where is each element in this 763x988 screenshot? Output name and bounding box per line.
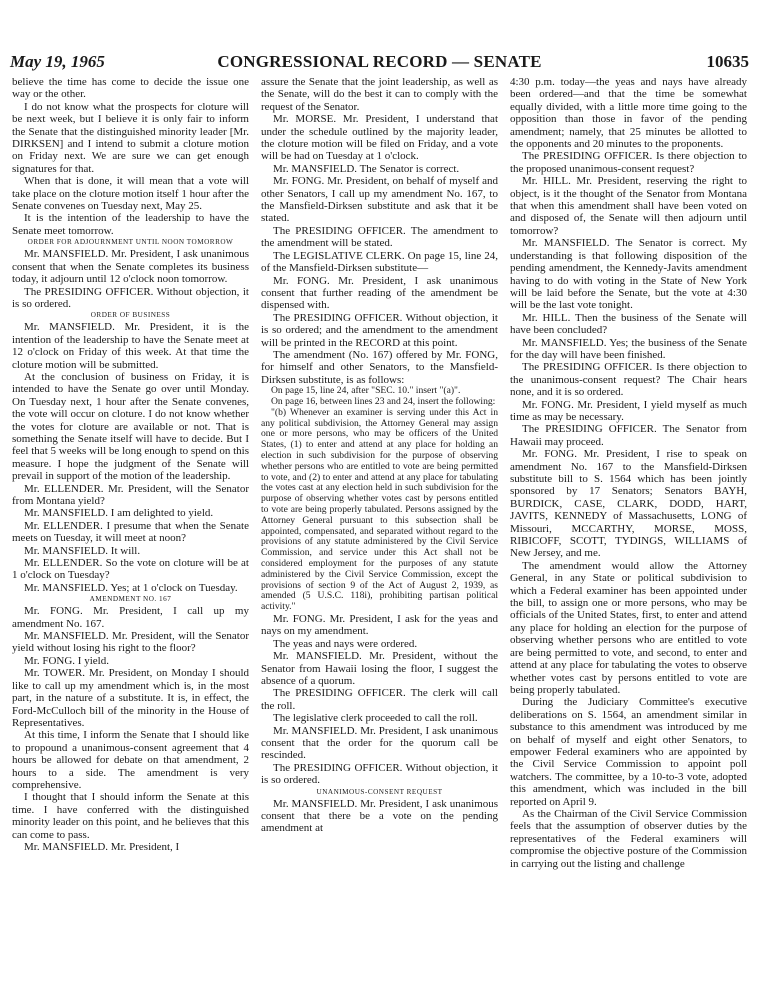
paragraph: Mr. MANSFIELD. Mr. President, I ask unanimous consent that when the Senate completes its business today, it adjourn until 12 o'clock noon tomorrow.: [12, 248, 249, 286]
paragraph: Mr. HILL. Then the business of the Senate will have been concluded?: [510, 311, 747, 337]
paragraph: Mr. MANSFIELD. Yes; at 1 o'clock on Tuesday.: [24, 581, 238, 594]
section-heading: AMENDMENT NO. 167: [89, 595, 172, 604]
paragraph: The amendment (No. 167) offered by Mr. FONG, for himself and other Senators, to the Mansfield-Dirksen substitute, is as follows:: [261, 348, 498, 386]
paragraph: Mr. MANSFIELD. The Senator is correct.: [273, 162, 460, 175]
text-columns: [12, 76, 747, 870]
header-page-number: 10635: [706, 52, 749, 71]
paragraph: Mr. MANSFIELD. I am delighted to yield.: [24, 507, 214, 520]
paragraph: Mr. FONG. Mr. President, I rise to speak on amendment No. 167 to the Mansfield-Dirksen substitute bill to S. 1564 which has been jointly sponsored by 17 Senators; Senators BAYH, BURDICK, CASE, CLARK, DODD, HART, JAVITS, KENNEDY of Massachusetts, LONG of Missouri, MCCARTHY, MORSE, MOSS, RIBICOFF, SCOTT, TYDINGS, WILLIAMS of New Jersey, and me.: [510, 448, 747, 560]
section-heading: ORDER FOR ADJOURNMENT UNTIL NOON TOMORROW: [27, 238, 234, 247]
paragraph: Mr. MANSFIELD. Mr. President, without the Senator from Hawaii losing the floor, I suggest the absence of a quorum.: [261, 650, 498, 687]
header-date: May 19, 1965: [10, 52, 105, 71]
paragraph: Mr. ELLENDER. Mr. President, will the Senator from Montana yield?: [12, 482, 249, 507]
paragraph: When that is done, it will mean that a vote will take place on the cloture motion itself 1 hour after the Senate convenes on Tuesday next, May 25.: [12, 175, 249, 213]
paragraph: Mr. MANSFIELD. Mr. President, I ask unanimous consent that there be a vote on the pending amendment at: [261, 797, 498, 835]
paragraph: The PRESIDING OFFICER. Without objection, it is so ordered.: [12, 285, 249, 310]
paragraph: Mr. MANSFIELD. Yes; the business of the Senate for the day will have been finished.: [510, 336, 747, 361]
paragraph: Mr. MANSFIELD. The Senator is correct. My understanding is that following disposition of the pending amendment, the Kennedy-Javits amendment having to do with voting in the State of New York will be laid before the Senate, but the vote at 4:30 will be the last vote tonight.: [510, 237, 747, 312]
paragraph: It is the intention of the leadership to have the Senate meet tomorrow.: [12, 212, 249, 237]
paragraph: Mr. ELLENDER. I presume that when the Senate meets on Tuesday, it will meet at noon?: [12, 519, 249, 545]
paragraph: The yeas and nays were ordered.: [273, 637, 418, 650]
section-heading: ORDER OF BUSINESS: [90, 311, 171, 320]
paragraph: Mr. MANSFIELD. Mr. President, it is the intention of the leadership to have the Senate meet at 12 o'clock on Friday of this week. At that time the cloture motion will be submitted.: [12, 321, 249, 371]
paragraph: Mr. FONG. Mr. President, I call up my amendment No. 167.: [12, 605, 249, 630]
paragraph: Mr. MORSE. Mr. President, I understand that under the schedule outlined by the majority leader, the cloture motion will be filed on Friday, and a vote will be had on Tuesday at 1 o'clock.: [261, 113, 498, 163]
paragraph: Mr. FONG. Mr. President, I ask for the yeas and nays on my amendment.: [261, 612, 498, 638]
amendment-text: On page 15, line 24, after "SEC. 10." insert "(a)".: [271, 385, 461, 397]
paragraph: The PRESIDING OFFICER. Without objection, it is so ordered; and the amendment to the amendment will be printed in the RECORD at this point.: [261, 311, 498, 349]
paragraph: The PRESIDING OFFICER. The Senator from Hawaii may proceed.: [510, 423, 747, 448]
page-header: [10, 52, 749, 74]
paragraph: Mr. MANSFIELD. Mr. President, I ask unanimous consent that the order for the quorum call be rescinded.: [261, 724, 498, 762]
paragraph: The LEGISLATIVE CLERK. On page 15, line 24, of the Mansfield-Dirksen substitute—: [261, 249, 498, 275]
paragraph: The PRESIDING OFFICER. Without objection, it is so ordered.: [261, 761, 498, 787]
section-heading: UNANIMOUS-CONSENT REQUEST: [316, 787, 443, 796]
paragraph: Mr. FONG. Mr. President, I yield myself as much time as may be necessary.: [510, 398, 747, 423]
paragraph: The PRESIDING OFFICER. The amendment to the amendment will be stated.: [261, 224, 498, 250]
header-title: CONGRESSIONAL RECORD — SENATE: [217, 52, 542, 71]
paragraph: 4:30 p.m. today—the yeas and nays have already been ordered—and that the time be somewhat equally divided, with a little more time going to the opposition than those in favor of the pending amendment; namely, that 25 minutes be allotted to the opponents and 20 minutes to the proponents.: [510, 76, 747, 151]
paragraph: As the Chairman of the Civil Service Commission feels that the assumption of observer duties by the representatives of the Federal examiners will compromise the objective posture of the Commission in carrying out the listing and challenge: [510, 807, 747, 870]
amendment-text: On page 16, between lines 23 and 24, insert the following:: [271, 395, 496, 407]
paragraph: Mr. MANSFIELD. Mr. President, will the Senator yield without losing his right to the floor?: [12, 630, 249, 655]
paragraph: The PRESIDING OFFICER. Is there objection to the proposed unanimous-consent request?: [510, 150, 747, 175]
paragraph: The PRESIDING OFFICER. Is there objection to the unanimous-consent request? The Chair hears none, and it is so ordered.: [510, 361, 747, 399]
column-1: [12, 76, 249, 870]
column-2: [261, 76, 498, 870]
paragraph: At this time, I inform the Senate that I should like to propound a unanimous-consent agreement that 4 hours be allowed for debate on that amendment, 2 hours to a side. The amendment is very comprehensive.: [12, 729, 249, 791]
paragraph: Mr. MANSFIELD. Mr. President, I: [24, 840, 180, 853]
paragraph: Mr. HILL. Mr. President, reserving the right to object, is it the thought of the Senator from Montana that when this amendment shall have been voted on and disposed of, the Senate will then adjourn until tomorrow?: [510, 175, 747, 237]
paragraph: assure the Senate that the joint leadership, as well as the Senate, will do the best it can to comply with the request of the Senator.: [261, 76, 498, 113]
column-3: [510, 76, 747, 870]
paragraph: Mr. MANSFIELD. It will.: [24, 544, 141, 557]
paragraph: Mr. ELLENDER. So the vote on cloture will be at 1 o'clock on Tuesday?: [12, 557, 249, 582]
paragraph: The PRESIDING OFFICER. The clerk will call the roll.: [261, 687, 498, 712]
paragraph: At the conclusion of business on Friday, it is intended to have the Senate go over until Monday. On Tuesday next, 1 hour after the Senate convenes, the vote will occur on cloture. I do not know whether the votes for cloture are available or not. That is something the Senate itself will have to decide. But I feel that 5 weeks will be long enough to spend on this measure. I hope the judgment of the Senate will prevail in support of the motion of the leadership.: [12, 370, 249, 483]
paragraph: Mr. FONG. Mr. President, I ask unanimous consent that further reading of the amendment be dispensed with.: [261, 274, 498, 312]
paragraph: Mr. TOWER. Mr. President, on Monday I should like to call up my amendment which is, in the most part, in the nature of a substitute. It is, in effect, the Ford-McCulloch bill of the minority in the House of Representatives.: [12, 667, 249, 729]
paragraph: The amendment would allow the Attorney General, in any State or political subdivision to which a Federal examiner has been appointed under the bill, to assign one or more persons, who may be officials of the United States, first, to enter and attend any place for holding an election for the purpose of observing whether persons who are entitled to vote are being permitted to vote, and second, to enter and attend at any place for tabulating the votes to observe whether votes cast by persons entitled to vote are being properly tabulated.: [510, 559, 747, 696]
paragraph: Mr. FONG. I yield.: [24, 654, 109, 667]
paragraph: believe the time has come to decide the issue one way or the other.: [12, 76, 249, 101]
paragraph: I do not know what the prospects for cloture will be next week, but I believe it is only fair to inform the Senate that the distinguished minority leader [Mr. DIRKSEN] and I intend to submit a cloture motion on Friday next. We are sure we can get enough signatures for that.: [12, 100, 249, 175]
paragraph: I thought that I should inform the Senate at this time. I have conferred with the distinguished minority leader on this point, and he believes that this can come to pass.: [12, 791, 249, 841]
paragraph: During the Judiciary Committee's executive deliberations on S. 1564, an amendment similar in substance to this amendment was introduced by me on behalf of myself and eight other Senators, to empower Federal examiners who are appointed by the Civil Service Commission to appoint poll watchers. The committee, by a 10-to-3 vote, adopted this amendment, which was included in the bill reported on April 9.: [510, 696, 747, 808]
paragraph: The legislative clerk proceeded to call the roll.: [273, 712, 478, 725]
amendment-text: "(b) Whenever an examiner is serving under this Act in any political subdivision, the Attorney General may assign one or more persons, who may be officers of the United States, (1) to enter and attend at any place for holding an election in such subdivision for the purpose of observing whether persons who are entitled to vote are being permitted to vote, and (2) to enter and attend at any place for tabulating the votes cast at any election held in such subdivision for the purpose of observing whether votes cast by persons entitled to vote are being properly tabulated. Persons assigned by the Attorney General pursuant to this subsection shall be appointed, compensated, and separated without regard to the provisions of any statute administered by the Civil Service Commission, and service under this Act shall not be considered employment for the purposes of any statute administered by the Civil Service Commission, except the provisions of section 9 of the Act of August 2, 1939, as amended (5 U.S.C. 118i), prohibiting partisan political activity.": [261, 406, 498, 613]
paragraph: Mr. FONG. Mr. President, on behalf of myself and other Senators, I call up my amendment No. 167, to the Mansfield-Dirksen substitute and ask that it be stated.: [261, 175, 498, 225]
